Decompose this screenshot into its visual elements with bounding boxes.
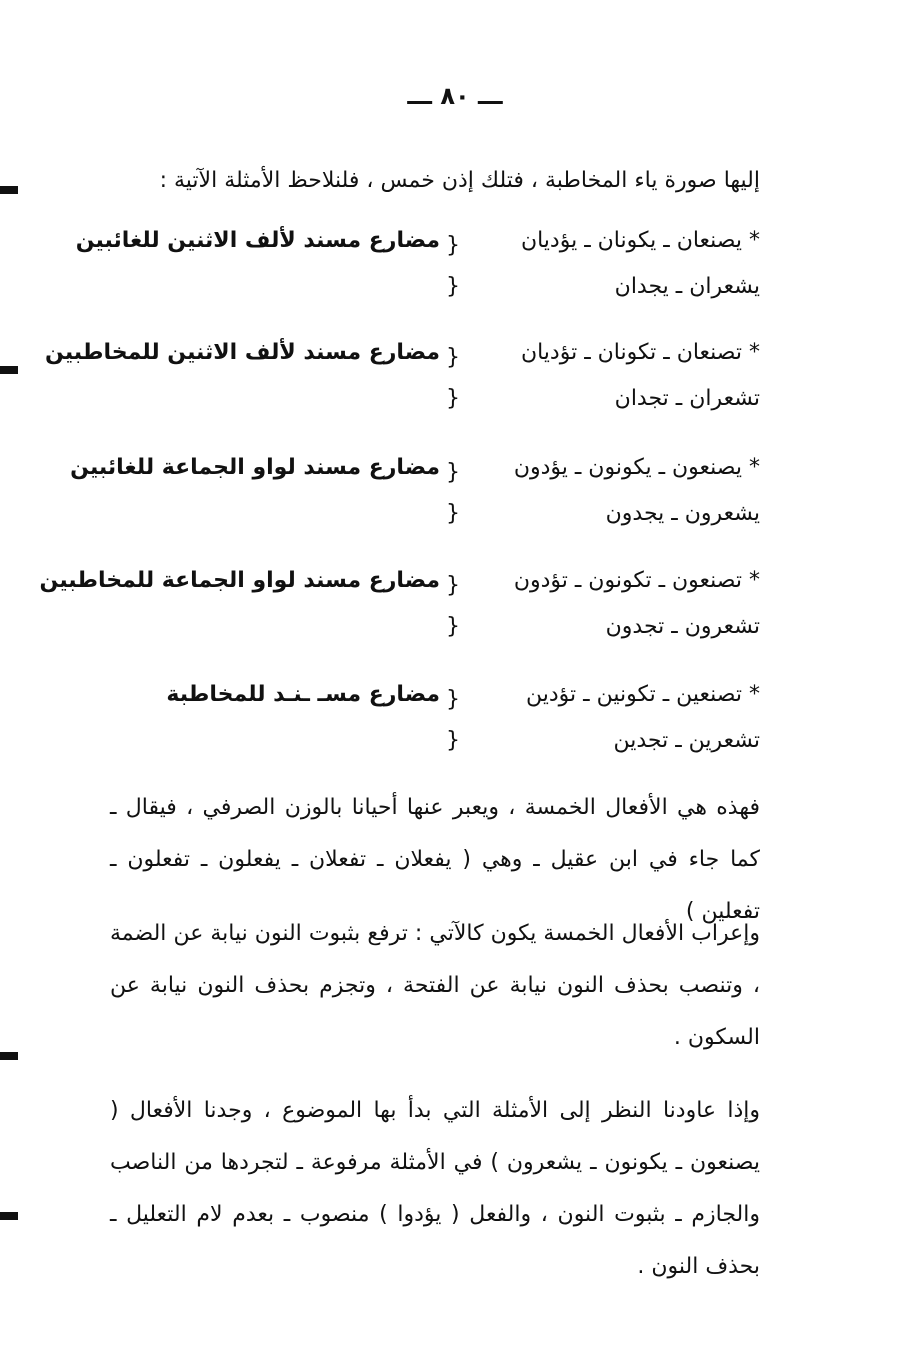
brace: { [446,274,460,299]
brace: { [446,345,460,370]
example-verbs-2: يشعران ـ يجدان [614,274,760,299]
margin-mark [0,366,18,374]
margin-mark [0,1212,18,1220]
example-description: مضارع مسند لألف الاثنين للغائبين [75,228,440,253]
page-number: ـــ ٨٠ ـــ [407,82,503,110]
example-description: مضارع مسند لألف الاثنين للمخاطبين [45,340,440,365]
example-5 [100,682,760,782]
example-description: مضارع مسند لواو الجماعة للغائبين [70,455,440,480]
brace: { [446,233,460,258]
example-description: مضارع مسـ ـنـد للمخاطبة [166,682,440,707]
example-2 [45,340,760,440]
example-1 [75,228,760,328]
example-4 [39,568,760,668]
intro-text: إليها صورة ياء المخاطبة ، فتلك إذن خمس ، فلنلاحظ الأمثلة الآتية : [159,168,760,193]
example-description: مضارع مسند لواو الجماعة للمخاطبين [39,568,440,593]
brace: { [446,728,460,753]
paragraph-review: وإذا عاودنا النظر إلى الأمثلة التي بدأ بها الموضوع ، وجدنا الأفعال ( يصنعون ـ يكونون ـ يشعرون ) في الأمثلة مرفوعة ـ لتجردها من الناصب والجازم ـ بثبوت النون ، والفعل ( يؤدوا ) منصوب ـ بعدم لام التعليل ـ بحذف النون . [110,1098,760,1279]
example-verbs: * تصنعون ـ تكونون ـ تؤدون [513,568,760,593]
example-verbs-2: تشعرين ـ تجدين [613,728,760,753]
brace: { [446,460,460,485]
brace: { [446,573,460,598]
margin-mark [0,186,18,194]
example-verbs-2: تشعران ـ تجدان [614,386,760,411]
brace: { [446,687,460,712]
paragraph-inflection: وإعراب الأفعال الخمسة يكون كالآتي : ترفع بثبوت النون نيابة عن الضمة ، وتنصب بحذف النون نيابة عن الفتحة ، وتجزم بحذف النون نيابة عن السكون . [110,921,760,1050]
example-verbs: * تصنعان ـ تكونان ـ تؤديان [520,340,760,365]
brace: { [446,501,460,526]
example-verbs: * يصنعان ـ يكونان ـ يؤديان [520,228,760,253]
example-verbs: * يصنعون ـ يكونون ـ يؤدون [513,455,760,480]
example-verbs-2: يشعرون ـ يجدون [605,501,760,526]
example-verbs: * تصنعين ـ تكونين ـ تؤدين [526,682,760,707]
paragraph-five-verbs: فهذه هي الأفعال الخمسة ، ويعبر عنها أحيانا بالوزن الصرفي ، فيقال ـ كما جاء في ابن عقيل ـ وهي ( يفعلان ـ تفعلان ـ يفعلون ـ تفعلون ـ تفعلين ) [110,795,760,924]
brace: { [446,614,460,639]
margin-mark [0,1052,18,1060]
example-3 [70,455,760,555]
example-verbs-2: تشعرون ـ تجدون [605,614,760,639]
brace: { [446,386,460,411]
